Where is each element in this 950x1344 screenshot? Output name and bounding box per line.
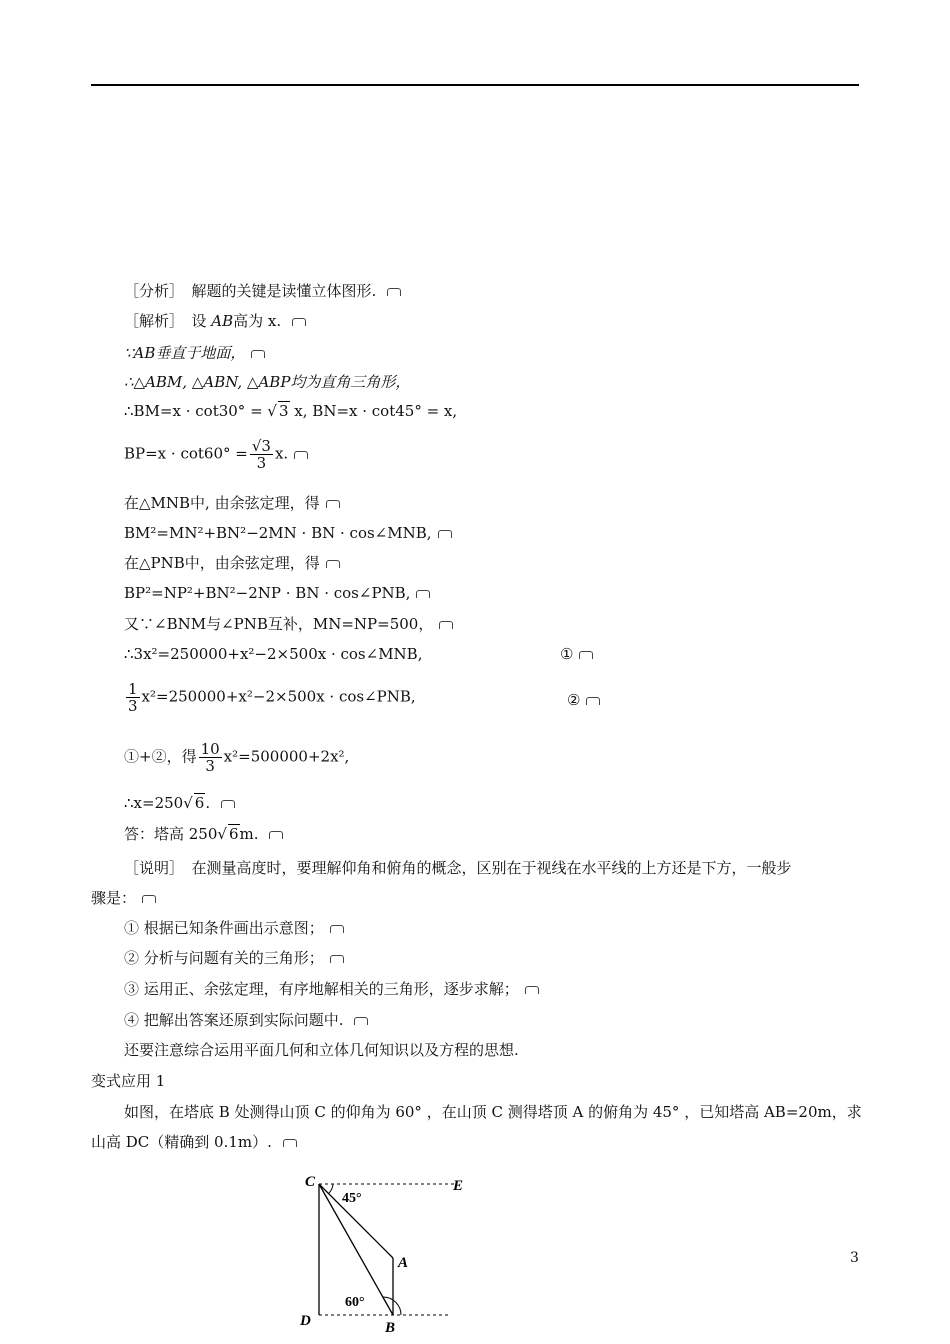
step-1: ① 根据已知条件画出示意图； (124, 918, 344, 938)
line-perpendicular: ∵AB垂直于地面， (124, 343, 265, 363)
line-supplementary: 又∵∠BNM与∠PNB互补，MN=NP=500， (124, 614, 453, 634)
equation-2: $\frac{1}{3}$ x²=250000+x²−2×500x · cos∠PNB, (128, 680, 416, 715)
problem-line-1: 如图，在塔底 B 处测得山顶 C 的仰角为 60° ，在山顶 C 测得塔顶 A 的俯角为 45° ，已知塔高 AB=20m，求 (124, 1103, 862, 1121)
label-D: D (300, 1313, 311, 1329)
label-B: B (385, 1320, 396, 1336)
result-x: ∴x=250√ 6. (124, 793, 235, 813)
explanation-line-1: ［说明］ 在测量高度时，要理解仰角和俯角的概念，区别在于视线在水平线的上方还是下方，一般步 (124, 859, 792, 877)
equation-2-mark: ② (567, 690, 600, 710)
line-cosine-pnb: BP²=NP²+BN²−2NP · BN · cos∠PNB, (124, 583, 430, 603)
step-2: ② 分析与问题有关的三角形； (124, 948, 344, 968)
equation-1-mark: ① (560, 644, 593, 664)
equation-sum: ①+②，得 $\frac{10}{3}$ x²=500000+2x², (124, 740, 350, 775)
problem-line-2: 山高 DC（精确到 0.1m）. (91, 1132, 297, 1152)
line-cosine-pnb-intro: 在△PNB中，由余弦定理，得 (124, 553, 340, 573)
line-bm-bn: ∴BM=x · cot30° = √ 3 x, BN=x · cot45° = x, (124, 402, 458, 420)
solution-line: ［解析］ 设 AB高为 x. (124, 311, 306, 331)
page-number: 3 (850, 1250, 859, 1266)
label-A: A (398, 1255, 409, 1271)
step-3: ③ 运用正、余弦定理，有序地解相关的三角形，逐步求解； (124, 979, 539, 999)
analysis-line: ［分析］ 解题的关键是读懂立体图形. (124, 281, 401, 301)
fraction-1-over-3: $\frac{1}{3}$ (128, 680, 138, 715)
step-4: ④ 把解出答案还原到实际问题中. (124, 1010, 368, 1030)
figure-lines (319, 1184, 455, 1315)
geometry-figure (295, 1165, 480, 1340)
line-cosine-mnb: BM²=MN²+BN²−2MN · BN · cos∠MNB, (124, 523, 452, 543)
label-C: C (305, 1174, 316, 1190)
header-rule (91, 84, 859, 86)
line-cosine-mnb-intro: 在△MNB中, 由余弦定理，得 (124, 493, 340, 513)
angle-45-label: 45° (342, 1191, 362, 1206)
label-E: E (453, 1178, 464, 1194)
variant-title: 变式应用 1 (91, 1072, 166, 1090)
explanation-line-2: 骤是： (91, 888, 156, 908)
angle-60-label: 60° (345, 1295, 365, 1310)
equation-1: ∴3x²=250000+x²−2×500x · cos∠MNB, (124, 645, 423, 663)
answer-line: 答：塔高 250√ 6m. (124, 824, 283, 844)
line-right-triangles: ∴△ABM, △ABN, △ABP均为直角三角形， (124, 373, 411, 391)
note-line: 还要注意综合运用平面几何和立体几何知识以及方程的思想. (124, 1041, 519, 1059)
fraction-sqrt3-over-3: $\frac{√3}{3}$ (251, 437, 271, 472)
fraction-10-over-3: $\frac{10}{3}$ (200, 740, 220, 775)
line-bp: BP=x · cot60° = $\frac{√3}{3}$ x. (124, 438, 308, 471)
